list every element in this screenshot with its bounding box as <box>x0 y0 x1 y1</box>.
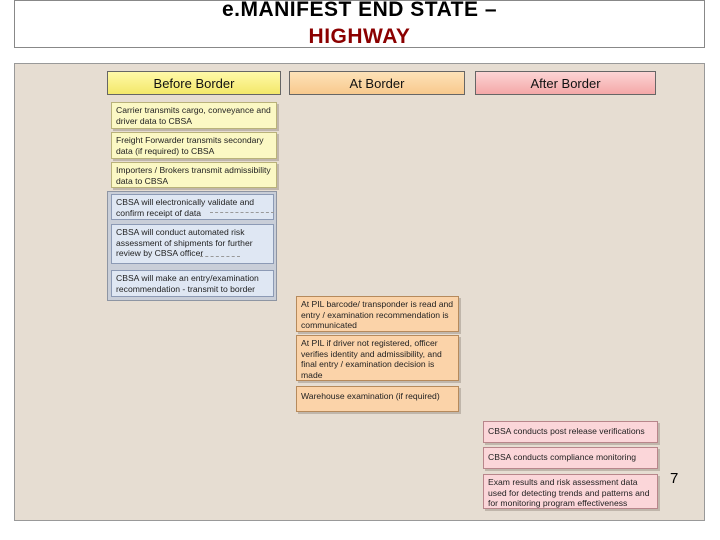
dashed-connector <box>210 212 274 213</box>
step-importers-brokers-transmit: Importers / Brokers transmit admissibility data to CBSA <box>111 162 277 188</box>
column-header-after-border: After Border <box>475 71 656 95</box>
title-line-1: e.MANIFEST END STATE – <box>221 0 498 21</box>
column-header-at-border: At Border <box>289 71 465 95</box>
step-carrier-transmits: Carrier transmits cargo, conveyance and driver data to CBSA <box>111 102 277 129</box>
step-cbsa-recommendation: CBSA will make an entry/examination recommendation - transmit to border <box>111 270 274 297</box>
column-header-before-border: Before Border <box>107 71 281 95</box>
step-pil-barcode-read: At PIL barcode/ transponder is read and entry / examination recommendation is communicated <box>296 296 459 332</box>
step-exam-results-analysis: Exam results and risk assessment data used for detecting trends and patterns and for monitoring program effectiveness <box>483 474 658 509</box>
dashed-connector <box>200 256 240 257</box>
step-cbsa-risk-assessment: CBSA will conduct automated risk assessment of shipments for further review by CBSA officer <box>111 224 274 264</box>
step-compliance-monitoring: CBSA conducts compliance monitoring <box>483 447 658 469</box>
step-warehouse-examination: Warehouse examination (if required) <box>296 386 459 412</box>
title-line-2: HIGHWAY <box>308 25 411 48</box>
page-number: 7 <box>670 470 679 487</box>
step-freight-forwarder-transmits: Freight Forwarder transmits secondary data (if required) to CBSA <box>111 132 277 159</box>
title-box <box>14 0 705 48</box>
step-cbsa-validate: CBSA will electronically validate and confirm receipt of data <box>111 194 274 220</box>
step-pil-officer-verifies: At PIL if driver not registered, officer verifies identity and admissibility, and final entry / examination decision is made <box>296 335 459 381</box>
step-post-release-verifications: CBSA conducts post release verifications <box>483 421 658 443</box>
